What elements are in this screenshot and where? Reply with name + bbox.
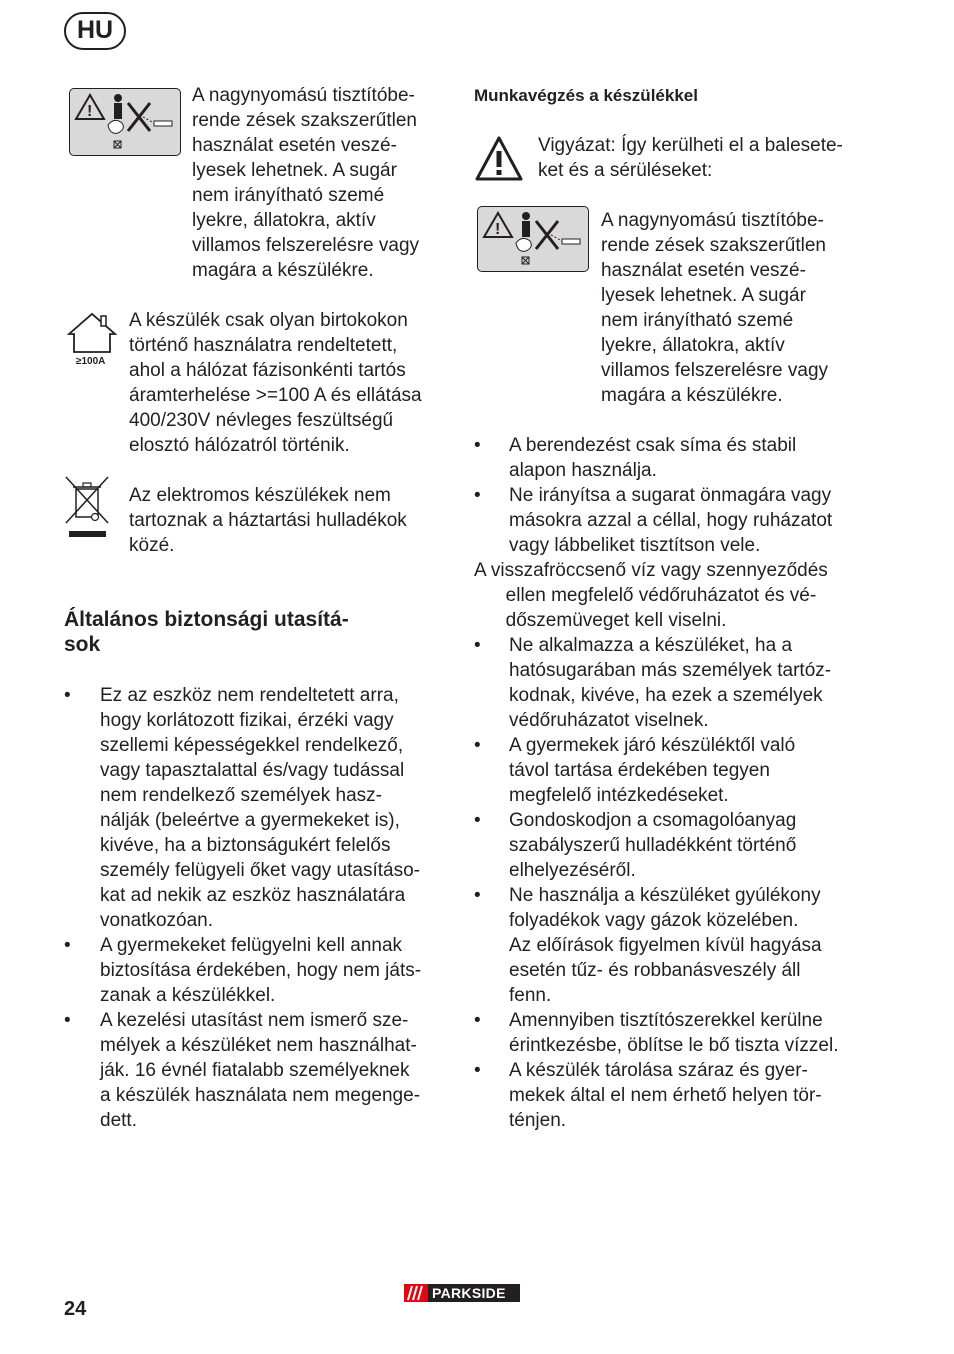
bullet-mark: •	[474, 1010, 481, 1031]
language-badge: HU	[64, 12, 126, 50]
list-item-text: Ne alkalmazza a készüléket, ha a hatósugarában más személyek tartóz- kodnak, kivéve, ha ezek a személyek védőruházatot viselnek.	[509, 635, 832, 731]
bullet-mark: •	[474, 735, 481, 756]
svg-text:!: !	[87, 103, 93, 120]
warning-text-right: A nagynyomású tisztítóbe- rende zések szakszerűtlen használat esetén veszé- lyesek lehetnek. A sugár nem irányítható szemé lyekre, állatokra, aktív villamos felszerelésre vagy magára a készülékre.	[601, 210, 829, 406]
list-item	[474, 883, 874, 1008]
list-item	[474, 483, 874, 558]
list-item-text: Amennyiben tisztítószerekkel kerülne érintkezésbe, öblítse le bő tiszta vízzel.	[509, 1010, 839, 1056]
list-item-text: A berendezést csak síma és stabil alapon használja.	[509, 435, 797, 481]
list-item	[474, 1058, 874, 1133]
list-item-text: A gyermekek járó készüléktől való távol tartása érdekében tegyen megfelelő intézkedéseket.	[509, 735, 796, 806]
right-bullet-list-a	[474, 433, 874, 558]
splash-paragraph: A visszafröccsenő víz vagy szennyeződés ellen megfelelő védőruházatot és vé- dőszemüveget kell viselni.	[474, 560, 828, 631]
bullet-mark: •	[474, 485, 481, 506]
caution-text: Vigyázat: Így kerülheti el a balesete- ket és a sérüléseket:	[538, 135, 843, 181]
caution-triangle-icon	[474, 135, 524, 183]
bullet-mark: •	[64, 935, 71, 956]
list-item	[64, 683, 464, 933]
list-item-text: Ne irányítsa a sugarat önmagára vagy másokra azzal a céllal, hogy ruházatot vagy lábbeliket tisztítson vele.	[509, 485, 833, 556]
spray-warning-icon	[69, 88, 181, 156]
list-item	[474, 1008, 874, 1058]
page-number: 24	[64, 1298, 87, 1320]
weee-text: Az elektromos készülékek nem tartoznak a háztartási hulladékok közé.	[129, 485, 407, 556]
bullet-mark: •	[64, 1010, 71, 1031]
crossed-bin-icon	[64, 475, 112, 539]
list-item	[474, 808, 874, 883]
right-bullet-list-b	[474, 633, 874, 1133]
list-item-text: A kezelési utasítást nem ismerő sze- mélyek a készüléket nem használhat- ják. 16 évnél fiatalabb személyeknek a készülék használata nem megenge- dett.	[100, 1010, 421, 1131]
svg-text:!: !	[495, 221, 501, 238]
list-item	[64, 1008, 464, 1133]
house-text: A készülék csak olyan birtokokon történő használatra rendeltetett, ahol a hálózat fázisonkénti tartós áramterhelése >=100 A és ellátása 400/230V névleges feszültségű elosztó hálózatról történik.	[129, 310, 422, 456]
list-item	[474, 733, 874, 808]
bullet-mark: •	[474, 885, 481, 906]
bullet-mark: •	[64, 685, 71, 706]
list-item	[474, 433, 874, 483]
list-item-text: Gondoskodjon a csomagolóanyag szabályszerű hulladékként történő elhelyezéséről.	[509, 810, 797, 881]
left-bullet-list	[64, 683, 464, 1133]
list-item-text: A készülék tárolása száraz és gyer- mekek által el nem érhető helyen tör- ténjen.	[509, 1060, 822, 1131]
brand-stripes-icon	[404, 1284, 428, 1302]
house-icon	[64, 308, 120, 370]
list-item	[64, 933, 464, 1008]
list-item-text: Ez az eszköz nem rendeltetett arra, hogy korlátozott fizikai, érzéki vagy szellemi képességekkel rendelkező, vagy tapasztalattal és/vagy tudással nem rendelkező személyek hasz- nálják (beleértve a gyermekeket is), kivéve, ha a biztonságukért felelős személy felügyeli őket vagy utasításo- kat ad nekik az eszköz használatára vonatkozóan.	[100, 685, 420, 931]
bullet-mark: •	[474, 635, 481, 656]
list-item-text: A gyermekeket felügyelni kell annak biztosítása érdekében, hogy nem játs- zanak a készülékkel.	[100, 935, 422, 1006]
section-title: Általános biztonsági utasítá- sok	[64, 608, 349, 656]
house-icon-label: ≥100A	[76, 356, 106, 367]
right-subheading: Munkavégzés a készülékkel	[474, 86, 698, 105]
bullet-mark: •	[474, 435, 481, 456]
brand-name: PARKSIDE	[428, 1284, 520, 1302]
bullet-mark: •	[474, 810, 481, 831]
list-item	[474, 633, 874, 733]
list-item-text: Ne használja a készüléket gyúlékony folyadékok vagy gázok közelében. Az előírások figyelmen kívül hagyása esetén tűz- és robbanásveszély áll fenn.	[509, 885, 822, 1006]
brand-logo	[404, 1284, 520, 1302]
warning-text-left: A nagynyomású tisztítóbe- rende zések szakszerűtlen használat esetén veszé- lyesek lehetnek. A sugár nem irányítható szemé lyekre, állatokra, aktív villamos felszerelésre vagy magára a készülékre.	[192, 85, 420, 281]
spray-warning-icon	[477, 206, 589, 272]
bullet-mark: •	[474, 1060, 481, 1081]
